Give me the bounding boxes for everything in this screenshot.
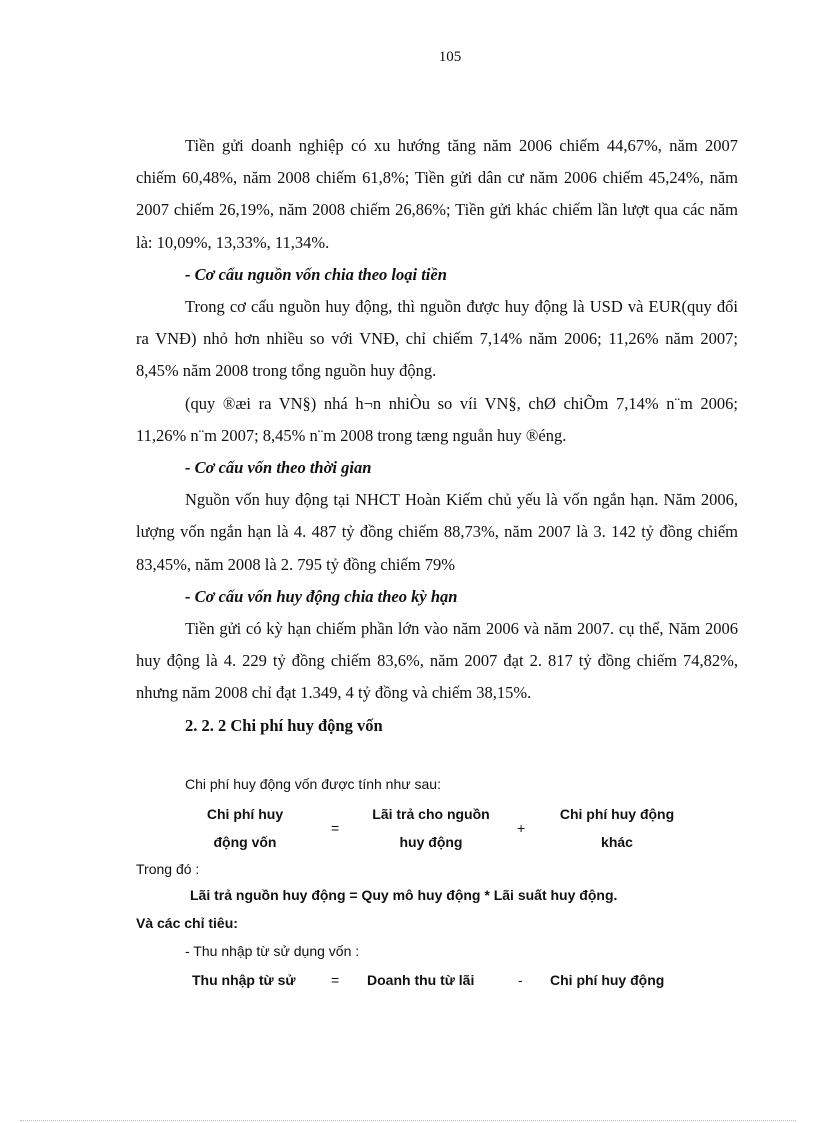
formula3-left: Thu nhập từ sử xyxy=(192,972,296,988)
formula1-mid-line2: huy động xyxy=(399,834,463,850)
paragraph-deposit-structure: Tiền gửi doanh nghiệp có xu hướng tăng năm 2006 chiếm 44,67%, năm 2007 chiếm 60,48%, năm 2008 chiếm 61,8%; Tiền gửi dân cư năm 2006 chiếm 45,24%, năm 2007 chiếm 26,19%, năm 2008 chiếm 26,86%; Tiền gửi khác chiếm lần lượt qua các năm là: 10,09%, 13,33%, 11,34%. xyxy=(136,136,738,252)
section-title: 2. 2. 2 Chi phí huy động vốn xyxy=(185,715,383,735)
bullet-income: - Thu nhập từ sử dụng vốn : xyxy=(185,943,360,959)
page-number: 105 xyxy=(438,49,462,65)
heading-time-structure: - Cơ cấu vốn theo thời gian xyxy=(185,458,372,478)
formula1-right xyxy=(544,800,690,856)
indicators-label: Và các chỉ tiêu: xyxy=(136,915,238,931)
formula1-right-line2: khác xyxy=(601,834,633,850)
section-intro: Chi phí huy động vốn được tính như sau: xyxy=(185,776,441,792)
formula1-left-line1: Chi phí huy xyxy=(206,806,284,822)
formula3-right: Chi phí huy động xyxy=(550,972,665,988)
formula3-middle: Doanh thu từ lãi xyxy=(367,972,475,988)
formula1-middle xyxy=(356,800,506,856)
formula3-minus: - xyxy=(518,972,523,988)
formula1-equals: = xyxy=(331,820,340,836)
page-bottom-rule xyxy=(20,1120,796,1121)
formula1-mid-line1: Lãi trả cho nguồn xyxy=(372,806,490,822)
trong-do-label: Trong đó : xyxy=(136,861,200,877)
formula2: Lãi trả nguồn huy động = Quy mô huy động * Lãi suất huy động. xyxy=(190,887,618,903)
formula1-left-line2: động vốn xyxy=(213,834,277,850)
formula1-plus: + xyxy=(517,820,526,836)
paragraph-currency-structure: Trong cơ cấu nguồn huy động, thì nguồn được huy động là USD và EUR(quy đổi ra VNĐ) nhỏ hơn nhiều so với VNĐ, chỉ chiếm 7,14% năm 2006; 11,26% năm 2007; 8,45% năm 2008 trong tổng nguồn huy động. xyxy=(136,297,738,381)
paragraph-garbled-duplicate: (quy ®æi ra VN§) nhá h¬n nhiÒu so víi VN§, chØ chiÕm 7,14% n¨m 2006; 11,26% n¨m 2007; 8,45% n¨m 2008 trong tæng nguån huy ®éng. xyxy=(136,393,738,445)
paragraph-term-structure: Tiền gửi có kỳ hạn chiếm phần lớn vào năm 2006 và năm 2007. cụ thể, Năm 2006 huy động là 4. 229 tỷ đồng chiếm 83,6%, năm 2007 đạt 2. 817 tỷ đồng chiếm 74,82%, nhưng năm 2008 chỉ đạt 1.349, 4 tỷ đồng và chiếm 38,15%. xyxy=(136,619,738,703)
formula1-right-line1: Chi phí huy động xyxy=(559,806,675,822)
document-body xyxy=(136,130,738,742)
formula1-left xyxy=(192,800,298,856)
heading-term-structure: - Cơ cấu vốn huy động chia theo kỳ hạn xyxy=(185,586,458,606)
paragraph-time-structure: Nguồn vốn huy động tại NHCT Hoàn Kiếm chủ yếu là vốn ngắn hạn. Năm 2006, lượng vốn ngắn hạn là 4. 487 tỷ đồng chiếm 88,73%, năm 2007 là 3. 142 tỷ đồng chiếm 83,45%, năm 2008 là 2. 795 tỷ đồng chiếm 79% xyxy=(136,490,738,574)
heading-currency-structure: - Cơ cấu nguồn vốn chia theo loại tiền xyxy=(185,264,447,284)
formula3-equals: = xyxy=(331,972,340,988)
